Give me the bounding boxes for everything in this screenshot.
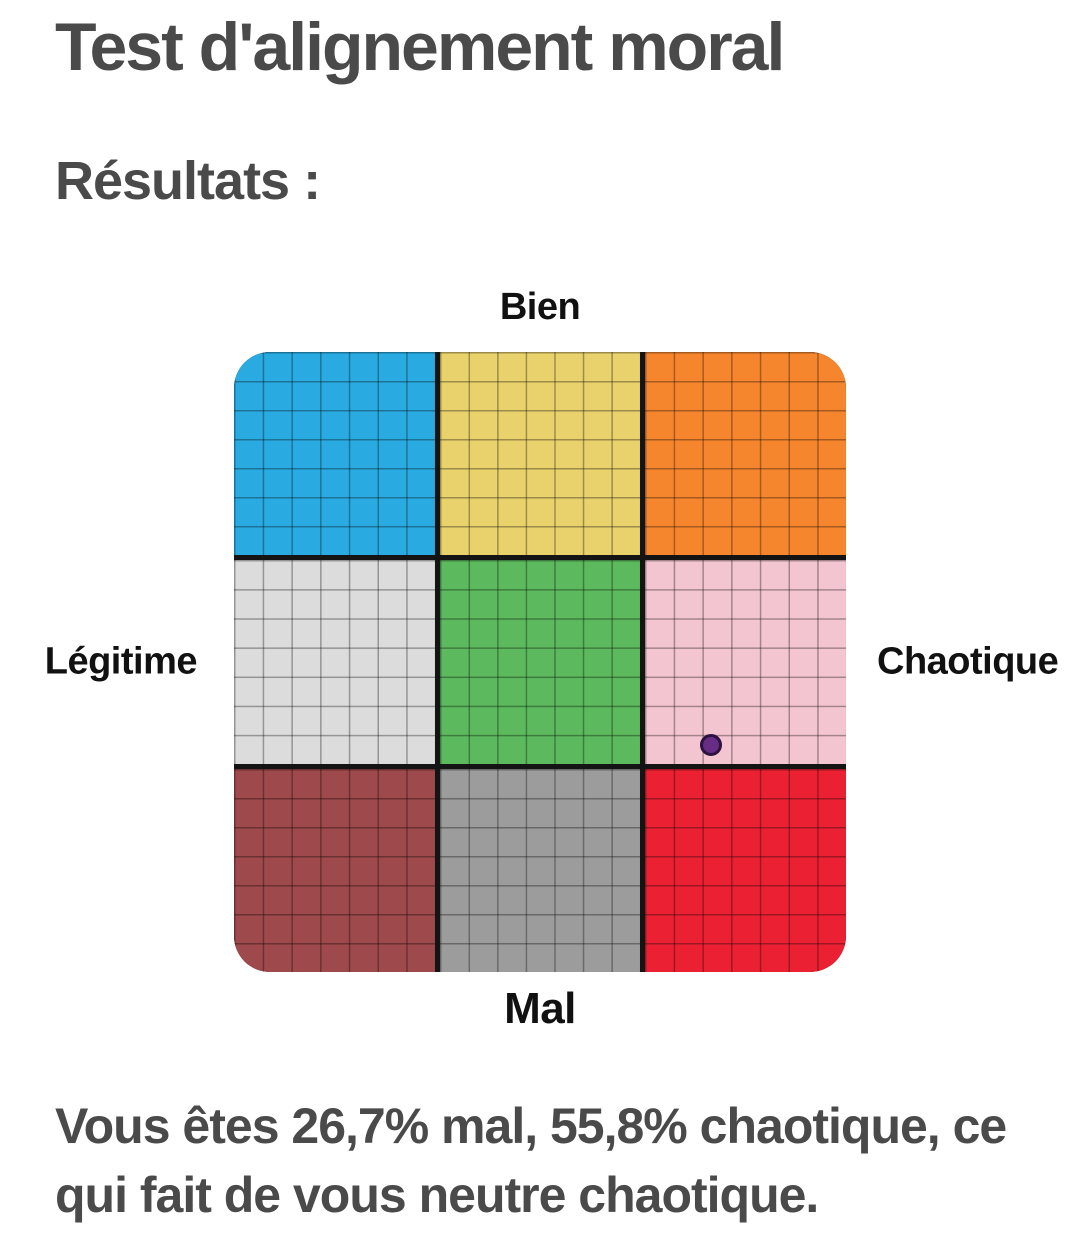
cell-neutre-neutre (440, 560, 641, 763)
cell-neutre-mal (440, 769, 641, 972)
axis-label-chaotique: Chaotique (877, 640, 1059, 683)
result-marker (700, 734, 722, 756)
axis-label-mal: Mal (504, 984, 576, 1033)
cell-legitime-neutre (234, 560, 435, 763)
alignment-grid (234, 352, 846, 972)
alignment-grid-area (234, 352, 846, 972)
axis-label-legitime: Légitime (44, 640, 197, 683)
cell-chaotique-neutre (645, 560, 846, 763)
cell-legitime-mal (234, 769, 435, 972)
result-text: Vous êtes 26,7% mal, 55,8% chaotique, ce qui fait de vous neutre chaotique. (55, 1098, 1007, 1223)
page-title: Test d'alignement moral (55, 9, 784, 85)
cell-legitime-bien (234, 352, 435, 555)
cell-chaotique-bien (645, 352, 846, 555)
cell-neutre-bien (440, 352, 641, 555)
results-heading: Résultats : (55, 151, 321, 211)
cell-chaotique-mal (645, 769, 846, 972)
axis-label-bien: Bien (499, 286, 581, 328)
